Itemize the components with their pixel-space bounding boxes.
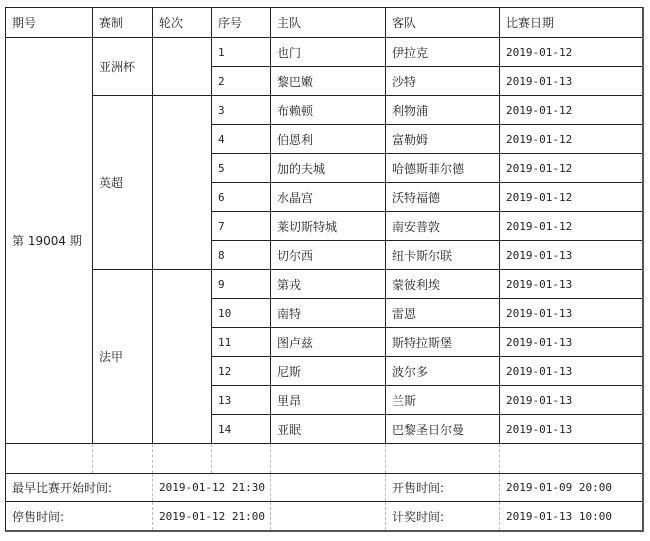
match-date-cell: 2019-01-13 [500,415,643,444]
number-cell: 5 [212,154,271,183]
home-team-cell: 南特 [271,299,386,328]
header-number: 序号 [212,8,271,38]
table-row [6,38,643,67]
match-date-cell: 2019-01-12 [500,154,643,183]
earliest-start-label: 最早比赛开始时间: [6,474,153,502]
header-round: 轮次 [153,8,212,38]
home-team-cell: 尼斯 [271,357,386,386]
number-cell: 14 [212,415,271,444]
away-team-cell: 斯特拉斯堡 [386,328,500,357]
empty-cell [386,444,500,474]
number-cell: 1 [212,38,271,67]
match-date-cell: 2019-01-12 [500,96,643,125]
competition-cell: 亚洲杯 [93,38,153,96]
table-row [6,96,643,125]
home-team-cell: 也门 [271,38,386,67]
match-date-cell: 2019-01-13 [500,386,643,415]
number-cell: 12 [212,357,271,386]
prize-calc-label: 计奖时间: [386,502,500,532]
round-cell [153,96,212,270]
away-team-cell: 富勒姆 [386,125,500,154]
match-date-cell: 2019-01-12 [500,38,643,67]
match-date-cell: 2019-01-13 [500,241,643,270]
number-cell: 11 [212,328,271,357]
sale-start-value: 2019-01-09 20:00 [500,474,643,502]
match-date-cell: 2019-01-13 [500,357,643,386]
header-competition: 赛制 [93,8,153,38]
away-team-cell: 伊拉克 [386,38,500,67]
away-team-cell: 沃特福德 [386,183,500,212]
match-date-cell: 2019-01-12 [500,212,643,241]
away-team-cell: 沙特 [386,67,500,96]
issue-cell: 第 19004 期 [6,38,93,444]
info-row-sale-stop [6,502,643,532]
away-team-cell: 南安普敦 [386,212,500,241]
competition-cell: 英超 [93,96,153,270]
header-match-date: 比赛日期 [500,8,643,38]
match-date-cell: 2019-01-13 [500,299,643,328]
home-team-cell: 莱切斯特城 [271,212,386,241]
empty-cell [153,444,212,474]
match-date-cell: 2019-01-12 [500,125,643,154]
home-team-cell: 加的夫城 [271,154,386,183]
away-team-cell: 哈德斯菲尔德 [386,154,500,183]
number-cell: 4 [212,125,271,154]
spacer-row [6,444,643,474]
away-team-cell: 雷恩 [386,299,500,328]
empty-cell [271,474,386,502]
home-team-cell: 切尔西 [271,241,386,270]
schedule-table-wrap [5,7,644,532]
home-team-cell: 亚眠 [271,415,386,444]
earliest-start-value: 2019-01-12 21:30 [153,474,271,502]
empty-cell [212,444,271,474]
info-row-earliest-start [6,474,643,502]
number-cell: 3 [212,96,271,125]
empty-cell [500,444,643,474]
number-cell: 2 [212,67,271,96]
empty-cell [271,502,386,532]
match-date-cell: 2019-01-13 [500,270,643,299]
empty-cell [6,444,93,474]
sale-start-label: 开售时间: [386,474,500,502]
away-team-cell: 波尔多 [386,357,500,386]
home-team-cell: 伯恩利 [271,125,386,154]
header-away-team: 客队 [386,8,500,38]
prize-calc-value: 2019-01-13 10:00 [500,502,643,532]
home-team-cell: 黎巴嫩 [271,67,386,96]
away-team-cell: 蒙彼利埃 [386,270,500,299]
round-cell [153,270,212,444]
away-team-cell: 巴黎圣日尔曼 [386,415,500,444]
match-schedule-table [5,7,644,532]
home-team-cell: 第戎 [271,270,386,299]
sale-stop-value: 2019-01-12 21:00 [153,502,271,532]
match-date-cell: 2019-01-13 [500,67,643,96]
competition-cell: 法甲 [93,270,153,444]
number-cell: 6 [212,183,271,212]
header-row [6,8,643,38]
header-issue: 期号 [6,8,93,38]
empty-cell [271,444,386,474]
home-team-cell: 布赖顿 [271,96,386,125]
number-cell: 7 [212,212,271,241]
away-team-cell: 兰斯 [386,386,500,415]
away-team-cell: 利物浦 [386,96,500,125]
header-home-team: 主队 [271,8,386,38]
home-team-cell: 水晶宫 [271,183,386,212]
number-cell: 13 [212,386,271,415]
match-date-cell: 2019-01-13 [500,328,643,357]
empty-cell [93,444,153,474]
number-cell: 8 [212,241,271,270]
sale-stop-label: 停售时间: [6,502,153,532]
home-team-cell: 图卢兹 [271,328,386,357]
home-team-cell: 里昂 [271,386,386,415]
match-date-cell: 2019-01-12 [500,183,643,212]
table-row [6,270,643,299]
round-cell [153,38,212,96]
number-cell: 9 [212,270,271,299]
number-cell: 10 [212,299,271,328]
away-team-cell: 纽卡斯尔联 [386,241,500,270]
